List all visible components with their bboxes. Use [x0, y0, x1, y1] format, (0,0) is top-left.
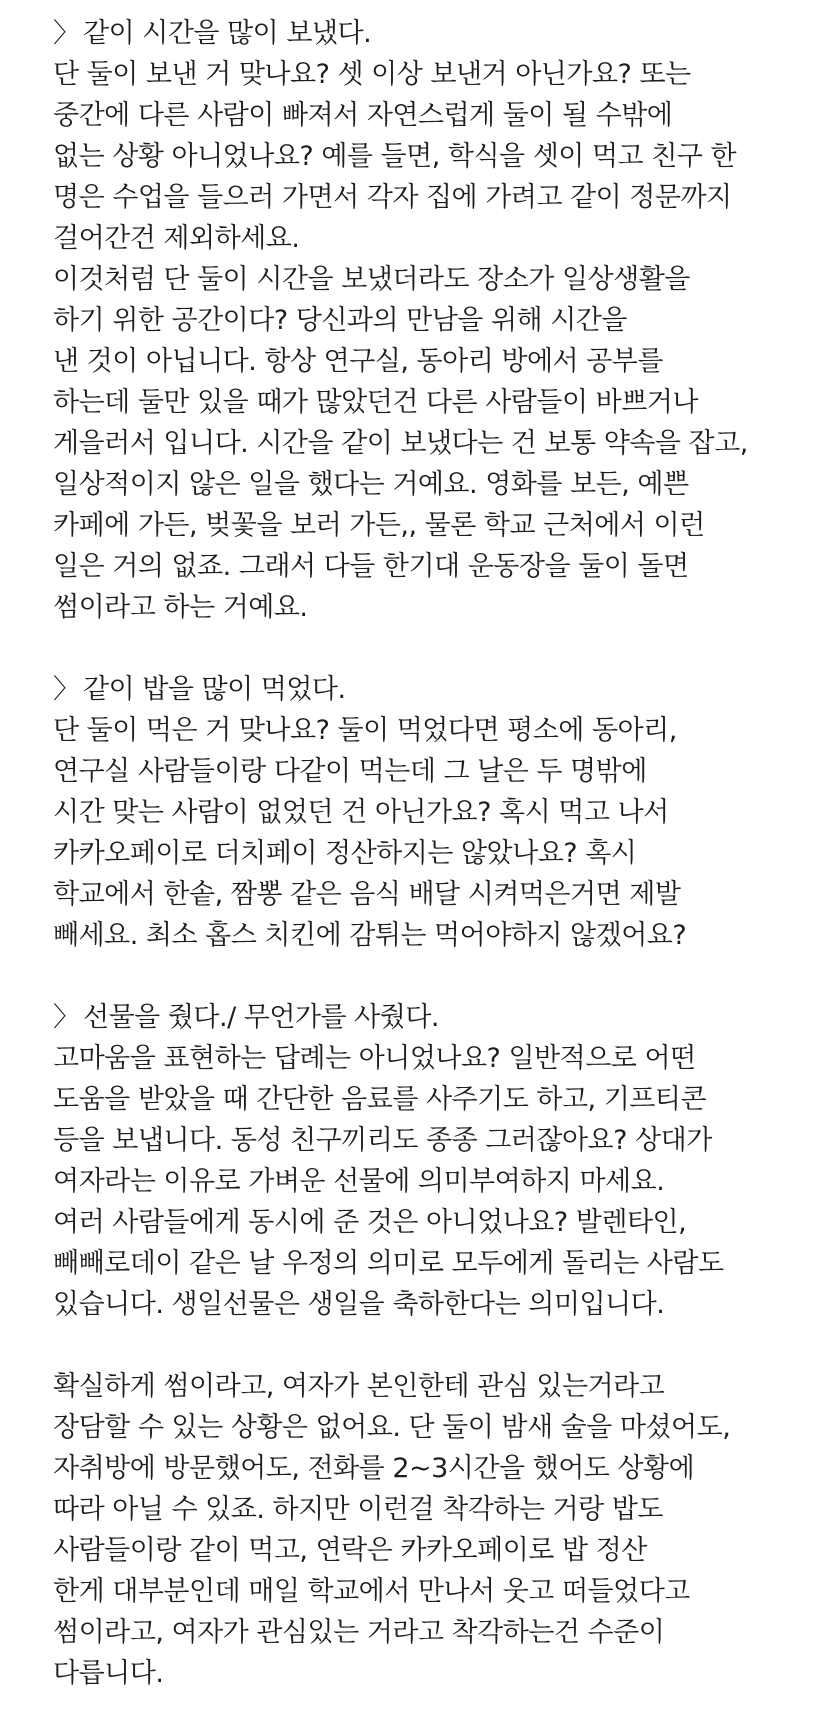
- text-line: 자취방에 방문했어도, 전화를 2~3시간을 했어도 상황에: [53, 1453, 695, 1484]
- paragraph-gap: [53, 628, 828, 669]
- text-line: 고마움을 표현하는 답례는 아니었나요? 일반적으로 어떤: [53, 1043, 696, 1074]
- text-line: 단 둘이 먹은 거 맞나요? 둘이 먹었다면 평소에 동아리,: [53, 715, 677, 746]
- section-time-together: [53, 13, 828, 628]
- text-line: 있습니다. 생일선물은 생일을 축하한다는 의미입니다.: [53, 1289, 665, 1320]
- text-line: 걸어간건 제외하세요.: [53, 223, 300, 254]
- text-line: 없는 상황 아니었나요? 예를 들면, 학식을 셋이 먹고 친구 한: [53, 141, 737, 172]
- text-line: 낸 것이 아닙니다. 항상 연구실, 동아리 방에서 공부를: [53, 346, 663, 377]
- text-line: 빼빼로데이 같은 날 우정의 의미로 모두에게 돌리는 사람도: [53, 1248, 724, 1279]
- section-meals-together: [53, 669, 828, 956]
- heading-text: 선물을 줬다./ 무언가를 사줬다.: [83, 1002, 439, 1033]
- text-line: 사람들이랑 같이 먹고, 연락은 카카오페이로 밥 정산: [53, 1535, 647, 1566]
- text-line: 따라 아닐 수 있죠. 하지만 이런걸 착각하는 거랑 밥도: [53, 1494, 663, 1525]
- text-line: 카페에 가든, 벚꽃을 보러 가든,, 물론 학교 근처에서 이런: [53, 510, 705, 541]
- text-line: 도움을 받았을 때 간단한 음료를 사주기도 하고, 기프티콘: [53, 1084, 707, 1115]
- paragraph-gap: [53, 1325, 828, 1366]
- heading-text: 같이 시간을 많이 보냈다.: [83, 18, 372, 49]
- text-line: 장담할 수 있는 상황은 없어요. 단 둘이 밤새 술을 마셨어도,: [53, 1412, 731, 1443]
- chevron-right-icon: 〉: [53, 674, 80, 705]
- text-line: 단 둘이 보낸 거 맞나요? 셋 이상 보낸거 아닌가요? 또는: [53, 59, 691, 90]
- text-line: 등을 보냅니다. 동성 친구끼리도 종종 그러잖아요? 상대가: [53, 1125, 712, 1156]
- text-line: 여자라는 이유로 가벼운 선물에 의미부여하지 마세요.: [53, 1166, 665, 1197]
- text-line: 일상적이지 않은 일을 했다는 거예요. 영화를 보든, 예쁜: [53, 469, 689, 500]
- chevron-right-icon: 〉: [53, 1002, 80, 1033]
- text-line: 연구실 사람들이랑 다같이 먹는데 그 날은 두 명밖에: [53, 756, 647, 787]
- text-line: 한게 대부분인데 매일 학교에서 만나서 웃고 떠들었다고: [53, 1576, 690, 1607]
- text-line: 중간에 다른 사람이 빠져서 자연스럽게 둘이 될 수밖에: [53, 100, 673, 131]
- text-line: 학교에서 한솥, 짬뽕 같은 음식 배달 시켜먹은거면 제발: [53, 879, 681, 910]
- text-line: 카카오페이로 더치페이 정산하지는 않았나요? 혹시: [53, 838, 637, 869]
- text-line: 하기 위한 공간이다? 당신과의 만남을 위해 시간을: [53, 305, 627, 336]
- text-line: 하는데 둘만 있을 때가 많았던건 다른 사람들이 바쁘거나: [53, 387, 698, 418]
- text-line: 썸이라고 하는 거예요.: [53, 592, 308, 623]
- text-line: 이것처럼 단 둘이 시간을 보냈더라도 장소가 일상생활을: [53, 264, 690, 295]
- section-heading: [53, 13, 828, 54]
- text-line: 확실하게 썸이라고, 여자가 본인한테 관심 있는거라고: [53, 1371, 665, 1402]
- section-heading: [53, 669, 828, 710]
- text-line: 게을러서 입니다. 시간을 같이 보냈다는 건 보통 약속을 잡고,: [53, 428, 748, 459]
- text-line: 여러 사람들에게 동시에 준 것은 아니었나요? 발렌타인,: [53, 1207, 687, 1238]
- paragraph-gap: [53, 956, 828, 997]
- document-body: [53, 13, 828, 1694]
- text-line: 명은 수업을 들으러 가면서 각자 집에 가려고 같이 정문까지: [53, 182, 732, 213]
- text-line: 시간 맞는 사람이 없었던 건 아닌가요? 혹시 먹고 나서: [53, 797, 669, 828]
- text-line: 다릅니다.: [53, 1658, 164, 1689]
- heading-text: 같이 밥을 많이 먹었다.: [83, 674, 346, 705]
- section-gifts: [53, 997, 828, 1325]
- text-line: 일은 거의 없죠. 그래서 다들 한기대 운동장을 둘이 돌면: [53, 551, 689, 582]
- chevron-right-icon: 〉: [53, 18, 80, 49]
- text-line: 썸이라고, 여자가 관심있는 거라고 착각하는건 수준이: [53, 1617, 665, 1648]
- text-line: 빼세요. 최소 홉스 치킨에 감튀는 먹어야하지 않겠어요?: [53, 920, 687, 951]
- section-conclusion: [53, 1366, 828, 1694]
- section-heading: [53, 997, 828, 1038]
